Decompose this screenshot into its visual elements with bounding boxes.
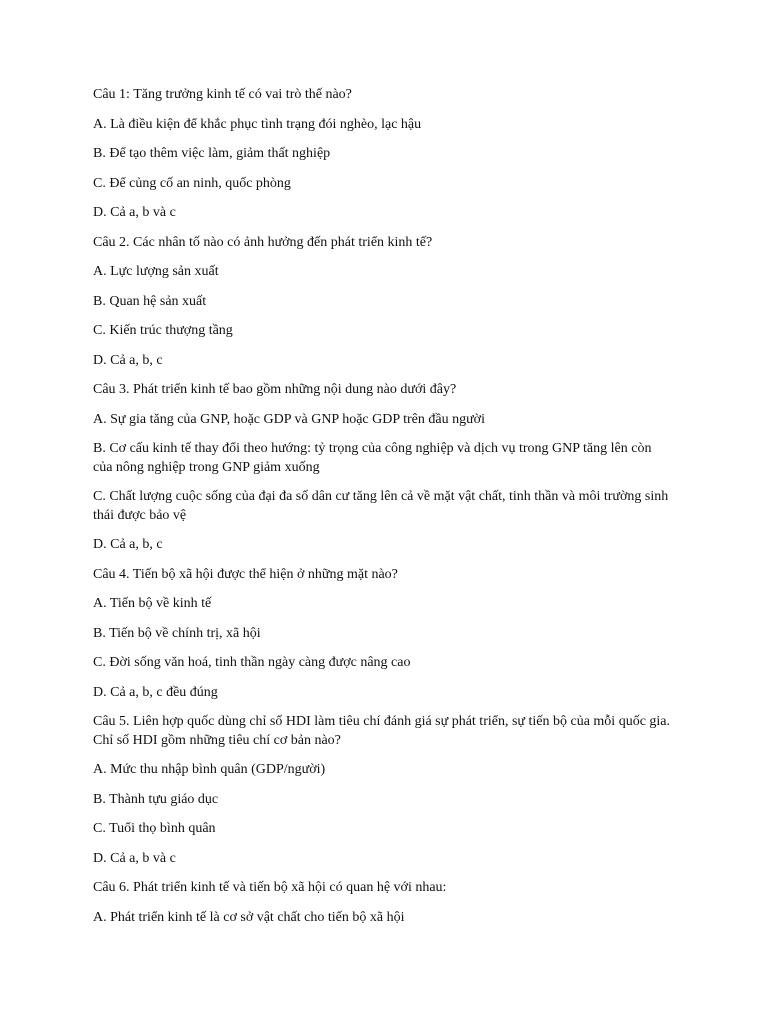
question-1: Câu 1: Tăng trưởng kinh tế có vai trò thế nào? [93,87,352,102]
question-6: Câu 6. Phát triển kinh tế và tiến bộ xã hội có quan hệ với nhau: [93,880,447,895]
answer-5d: D. Cả a, b và c [93,850,176,866]
answer-5a: A. Mức thu nhập bình quân (GDP/người) [93,762,326,777]
question-2: Câu 2. Các nhân tố nào có ảnh hưởng đến phát triển kinh tế? [93,234,433,250]
answer-3b: B. Cơ cấu kinh tế thay đổi theo hướng: tỷ trọng của công nghiệp và dịch vụ trong GNP tăng lên còn của nông nghiệp trong GNP giảm xuống [93,441,652,475]
answer-4a: A. Tiến bộ về kinh tế [93,596,212,611]
answer-4b: B. Tiến bộ về chính trị, xã hội [93,625,261,641]
answer-2a: A. Lực lượng sản xuất [93,264,219,279]
answer-1b: B. Để tạo thêm việc làm, giảm thất nghiệp [93,146,331,161]
answer-4c: C. Đời sống văn hoá, tinh thần ngày càng được nâng cao [93,655,411,670]
answer-1c: C. Để củng cố an ninh, quốc phòng [93,175,291,191]
answer-5b: B. Thành tựu giáo dục [93,791,219,807]
answer-2d: D. Cả a, b, c [93,352,163,368]
answer-2c: C. Kiến trúc thượng tầng [93,323,233,338]
answer-3c: C. Chất lượng cuộc sống của đại đa số dân cư tăng lên cả về mặt vật chất, tinh thần và môi trường sinh thái được bảo vệ [93,489,669,523]
question-4: Câu 4. Tiến bộ xã hội được thể hiện ở những mặt nào? [93,566,398,582]
document-page [93,86,673,938]
question-5: Câu 5. Liên hợp quốc dùng chỉ số HDI làm tiêu chí đánh giá sự phát triển, sự tiến bộ của mỗi quốc gia. Chỉ số HDI gồm những tiêu chí cơ bản nào? [93,714,671,748]
answer-3a: A. Sự gia tăng của GNP, hoặc GDP và GNP hoặc GDP trên đầu người [93,411,485,427]
answer-6a: A. Phát triển kinh tế là cơ sở vật chất cho tiến bộ xã hội [93,909,405,925]
answer-1d: D. Cả a, b và c [93,205,176,220]
answer-4d: D. Cả a, b, c đều đúng [93,684,218,700]
answer-5c: C. Tuổi thọ bình quân [93,821,216,836]
answer-2b: B. Quan hệ sản xuất [93,293,207,309]
answer-3d: D. Cả a, b, c [93,537,163,552]
question-3: Câu 3. Phát triển kinh tế bao gồm những nội dung nào dưới đây? [93,382,457,397]
answer-1a: A. Là điều kiện để khắc phục tình trạng đói nghèo, lạc hậu [93,116,422,132]
